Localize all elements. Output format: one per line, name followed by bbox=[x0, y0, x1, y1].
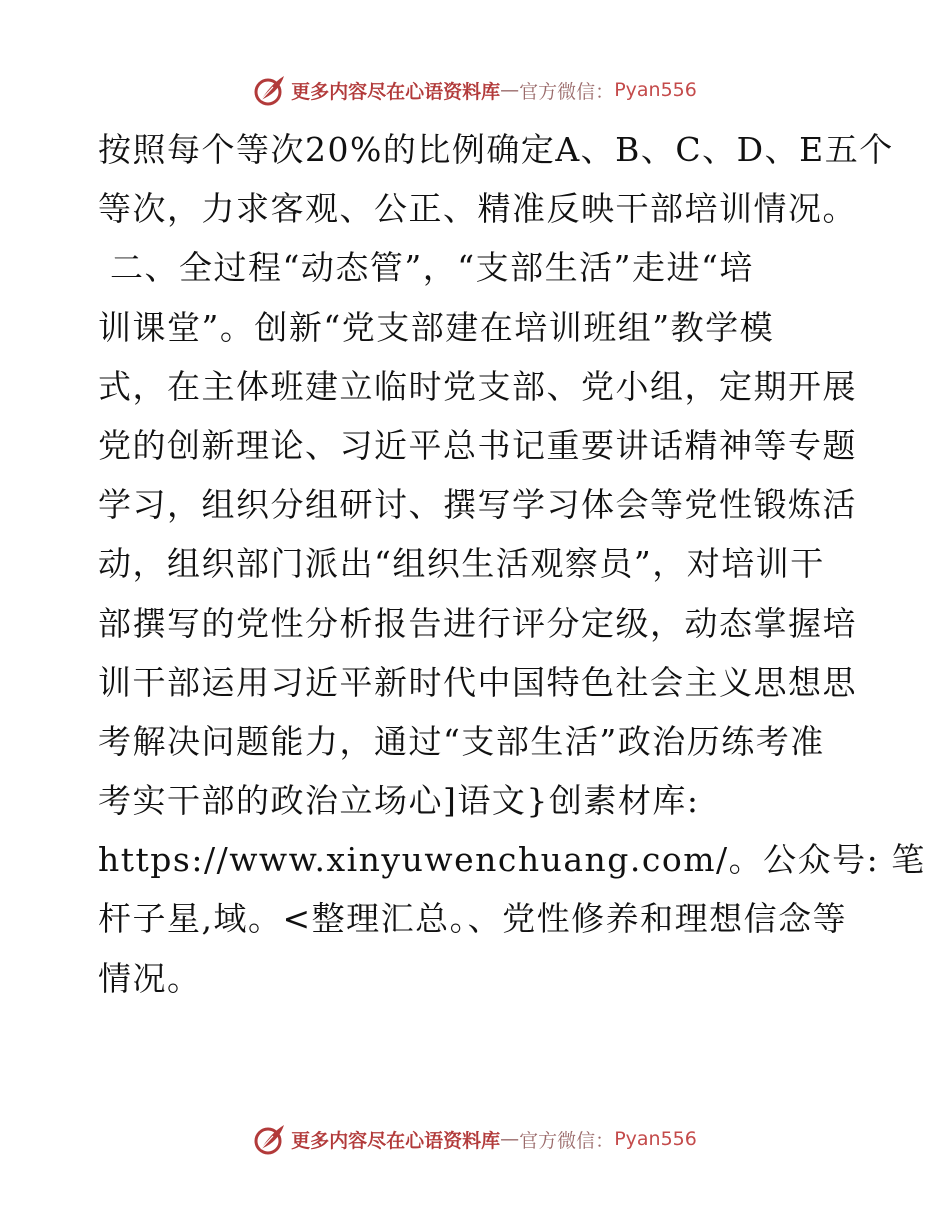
watermark-dash: — bbox=[500, 1128, 520, 1150]
watermark-site-text: 更多内容尽在心语资料库 bbox=[291, 1129, 501, 1152]
body-line-5: 式，在主体班建立临时党支部、党小组，定期开展 bbox=[98, 366, 857, 406]
watermark-wechat-label: 官方微信： bbox=[519, 80, 615, 103]
watermark-site-text: 更多内容尽在心语资料库 bbox=[291, 80, 501, 103]
body-line-7: 学习，组织分组研讨、撰写学习体会等党性锻炼活 bbox=[98, 485, 857, 525]
body-line-9: 部撰写的党性分析报告进行评分定级，动态掌握培 bbox=[98, 603, 857, 643]
feather-quill-icon bbox=[253, 73, 287, 107]
body-line-14: 杆子星,域。<整理汇总。、党性修养和理想信念等 bbox=[98, 899, 848, 939]
body-line-3: 二、全过程“动态管”，“支部生活”走进“培 bbox=[98, 248, 754, 288]
body-line-15: 情况。 bbox=[98, 958, 202, 998]
body-line-11: 考解决问题能力，通过“支部生活”政治历练考准 bbox=[98, 721, 825, 761]
body-line-13: https://www.xinyuwenchuang.com/。公众号: 笔 bbox=[98, 840, 926, 880]
header-watermark bbox=[0, 70, 950, 110]
document-body bbox=[98, 120, 926, 1008]
body-line-2: 等次，力求客观、公正、精准反映干部培训情况。 bbox=[98, 189, 857, 229]
body-line-1: 按照每个等次20%的比例确定A、B、C、D、E五个 bbox=[98, 130, 894, 169]
watermark-dash: — bbox=[500, 79, 520, 101]
body-line-4: 训课堂”。创新“党支部建在培训班组”教学模 bbox=[98, 307, 775, 347]
footer-watermark bbox=[0, 1119, 950, 1159]
body-line-12: 考实干部的政治立场心]语文}创素材库: bbox=[98, 781, 700, 821]
body-line-6: 党的创新理论、习近平总书记重要讲话精神等专题 bbox=[98, 425, 857, 465]
watermark-wechat-id: Pyan556 bbox=[614, 79, 697, 101]
body-line-10: 训干部运用习近平新时代中国特色社会主义思想思 bbox=[98, 662, 857, 702]
watermark-wechat-id: Pyan556 bbox=[614, 1128, 697, 1150]
watermark-wechat-label: 官方微信： bbox=[519, 1129, 615, 1152]
body-line-8: 动，组织部门派出“组织生活观察员”，对培训干 bbox=[98, 544, 825, 584]
feather-quill-icon bbox=[253, 1122, 287, 1156]
